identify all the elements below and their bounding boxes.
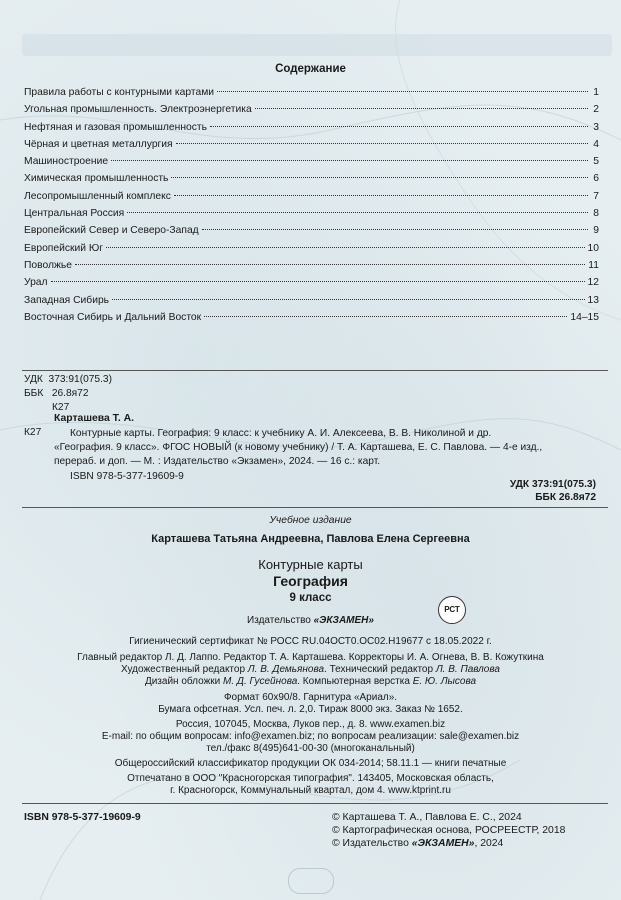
toc-item-page: 10 <box>587 242 599 254</box>
copyright-cartography: © Картографическая основа, РОСРЕЕСТР, 2018 <box>332 825 566 836</box>
toc-item-label: Западная Сибирь <box>24 294 110 306</box>
copyright-authors: © Карташева Т. А., Павлова Е. С., 2024 <box>332 812 522 823</box>
toc-item-label: Урал <box>24 277 48 289</box>
bibliographic-description <box>70 427 602 441</box>
toc-row <box>24 87 599 104</box>
description-line-2: «География. 9 класс». ФГОС НОВЫЙ (к новому учебнику) / Т. А. Карташева, Е. С. Павлова. — 4-е изд., <box>54 442 543 453</box>
toc-dot-leader <box>111 160 588 161</box>
toc-dot-leader <box>106 247 585 248</box>
toc-item-label: Поволжье <box>24 259 72 271</box>
cover-designer-label: Дизайн обложки <box>144 676 224 687</box>
classifier-line: Общероссийский классификатор продукции ОК 034-2014; 58.11.1 — книги печатные <box>114 758 507 769</box>
divider-middle <box>22 507 608 508</box>
description-line-1: Контурные карты. География: 9 класс: к учебнику А. И. Алексеева, В. В. Николиной и др. <box>70 428 492 439</box>
toc-row <box>24 260 599 277</box>
toc-row <box>24 191 599 208</box>
toc-item-label: Европейский Юг <box>24 242 104 254</box>
toc-item-label: Угольная промышленность. Электроэнергетика <box>24 104 252 116</box>
emails-line: E-mail: по общим вопросам: info@examen.biz; по вопросам реализации: sale@examen.biz <box>101 731 520 742</box>
toc-item-page: 14–15 <box>570 311 599 323</box>
copyright-publisher-year: , 2024 <box>474 838 504 849</box>
tech-editor-label: . Технический редактор <box>324 664 436 675</box>
table-of-contents <box>24 87 599 329</box>
editors-line: Главный редактор Л. Д. Лаппо. Редактор Т. А. Карташева. Корректоры И. А. Огнева, В. В. Кожуткина <box>77 652 544 663</box>
design-layout <box>0 676 621 687</box>
toc-dot-leader <box>210 126 588 127</box>
toc-dot-leader <box>112 299 584 300</box>
description-line-3: перераб. и доп. — М. : Издательство «Экзамен», 2024. — 16 с.: карт. <box>54 456 381 467</box>
copyright-publisher-prefix: © Издательство <box>332 838 412 849</box>
toc-item-label: Восточная Сибирь и Дальний Восток <box>24 311 202 323</box>
toc-dot-leader <box>217 91 588 92</box>
toc-row <box>24 173 599 190</box>
udk-bbk-right <box>400 478 596 504</box>
toc-item-page: 7 <box>593 190 599 202</box>
toc-row <box>24 225 599 242</box>
toc-item-page: 12 <box>587 277 599 289</box>
publication-title: Контурные карты <box>258 557 363 572</box>
toc-dot-leader <box>174 195 588 196</box>
publisher-prefix: Издательство <box>247 615 314 626</box>
bbk-right: ББК 26.8я72 <box>535 492 596 503</box>
toc-item-page: 1 <box>593 87 599 98</box>
printed-line-1: Отпечатано в ООО "Красногорская типография". 143405, Московская область, <box>127 773 494 784</box>
hygiene-certificate: Гигиенический сертификат № РОСС RU.04ОСТ0.ОС02.Н19677 с 18.05.2022 г. <box>129 636 492 647</box>
toc-item-label: Химическая промышленность <box>24 173 169 185</box>
toc-item-label: Центральная Россия <box>24 208 125 220</box>
code-left: К27 <box>24 427 42 438</box>
biblio-isbn: ISBN 978-5-377-19609-9 <box>70 471 184 482</box>
toc-row <box>24 104 599 121</box>
subject-title: География <box>273 573 348 589</box>
toc-row <box>24 243 599 260</box>
art-tech-editors <box>0 664 621 675</box>
toc-item-label: Нефтяная и газовая промышленность <box>24 121 207 133</box>
toc-dot-leader <box>176 143 588 144</box>
toc-item-page: 6 <box>593 173 599 185</box>
toc-row <box>24 277 599 294</box>
udk-block <box>24 373 112 415</box>
toc-item-page: 11 <box>588 259 599 271</box>
toc-dot-leader <box>127 212 588 213</box>
divider-bottom <box>22 803 608 804</box>
art-editor-label: Художественный редактор <box>121 664 248 675</box>
toc-dot-leader <box>171 177 588 178</box>
toc-row <box>24 208 599 225</box>
toc-row <box>24 156 599 173</box>
toc-row <box>24 122 599 139</box>
toc-item-label: Правила работы с контурными картами <box>24 87 215 98</box>
author-heading: Карташева Т. А. <box>54 413 135 424</box>
copyright-block <box>332 811 565 850</box>
printed-line-2: г. Красногорск, Коммунальный квартал, дом 4. www.ktprint.ru <box>170 785 451 796</box>
toc-title: Содержание <box>275 63 346 75</box>
grade: 9 класс <box>289 592 332 604</box>
tech-editor: Л. В. Павлова <box>435 664 500 675</box>
toc-item-label: Чёрная и цветная металлургия <box>24 138 173 150</box>
publisher-name: «ЭКЗАМЕН» <box>313 615 374 626</box>
art-editor: Л. В. Демьянова <box>247 664 325 675</box>
udk-label: УДК <box>24 374 43 385</box>
format-line: Формат 60х90/8. Гарнитура «Ариал». <box>223 692 398 703</box>
udk-value: 373:91(075.3) <box>48 374 112 385</box>
certification-logo: РСТ <box>438 596 466 624</box>
toc-item-page: 5 <box>593 156 599 168</box>
toc-item-page: 4 <box>593 138 599 150</box>
divider-top <box>22 370 608 371</box>
toc-dot-leader <box>204 316 567 317</box>
toc-item-page: 3 <box>593 121 599 133</box>
udk-right: УДК 373:91(075.3) <box>509 479 596 490</box>
toc-item-label: Машиностроение <box>24 156 109 168</box>
publisher-line <box>0 615 621 626</box>
edition-type: Учебное издание <box>269 515 352 526</box>
bbk-value: 26.8я72 <box>51 388 89 399</box>
toc-item-page: 8 <box>593 208 599 220</box>
toc-item-label: Европейский Север и Северо-Запад <box>24 225 199 237</box>
bbk-label: ББК <box>24 388 44 399</box>
layout-designer: Е. Ю. Лысова <box>412 676 477 687</box>
toc-dot-leader <box>202 229 588 230</box>
toc-row <box>24 312 599 329</box>
layout-label: . Компьютерная верстка <box>297 676 413 687</box>
toc-item-page: 9 <box>593 225 599 237</box>
toc-dot-leader <box>255 108 588 109</box>
phone-line: тел./факс 8(495)641-00-30 (многоканальный) <box>206 743 415 754</box>
address-line: Россия, 107045, Москва, Луков пер., д. 8. www.examen.biz <box>175 719 446 730</box>
toc-dot-leader <box>51 281 585 282</box>
toc-dot-leader <box>75 264 585 265</box>
toc-row <box>24 139 599 156</box>
toc-row <box>24 295 599 312</box>
toc-item-label: Лесопромышленный комплекс <box>24 190 171 202</box>
cover-designer: М. Д. Гусейнова <box>223 676 298 687</box>
toc-item-page: 2 <box>593 104 599 116</box>
toc-item-page: 13 <box>587 294 599 306</box>
classification-code: К27 <box>52 402 70 413</box>
footer-isbn: ISBN 978-5-377-19609-9 <box>24 812 141 823</box>
paper-line: Бумага офсетная. Усл. печ. л. 2,0. Тираж 8000 экз. Заказ № 1652. <box>158 704 463 715</box>
copyright-publisher-name: «ЭКЗАМЕН» <box>411 838 475 849</box>
copyright-publisher <box>332 837 565 850</box>
authors-full: Карташева Татьяна Андреевна, Павлова Елена Сергеевна <box>151 533 470 545</box>
